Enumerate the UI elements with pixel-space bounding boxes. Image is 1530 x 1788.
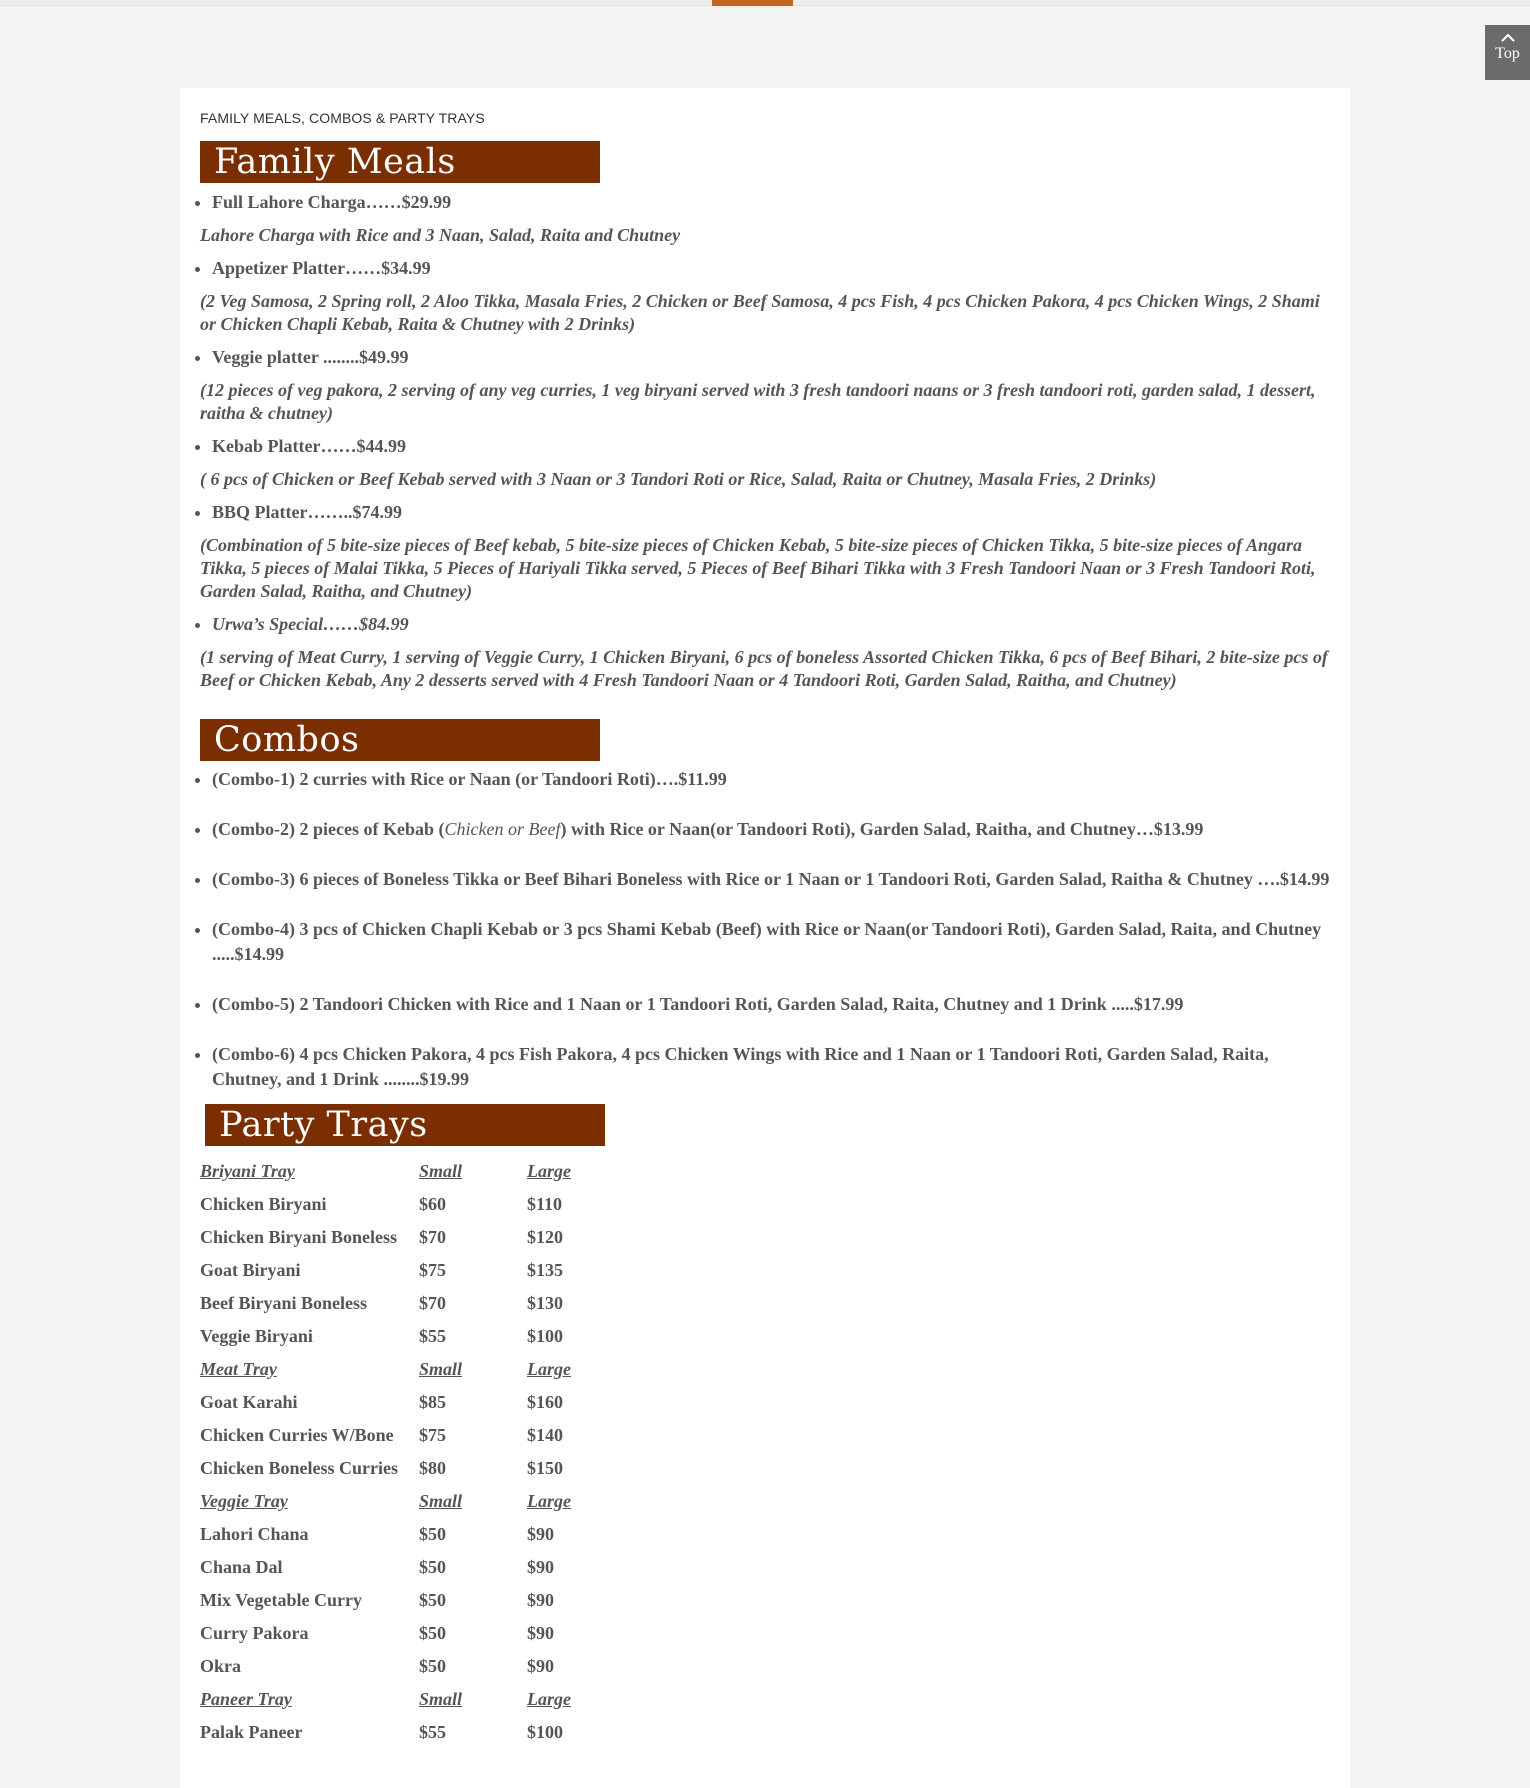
tray-size-header: Large [527,1689,571,1709]
tray-price: $50 [419,1557,446,1577]
tray-price: $85 [419,1392,446,1412]
family-meals-heading: Family Meals [200,141,600,183]
table-row [200,1188,571,1221]
tray-price: $110 [527,1194,563,1214]
table-row [200,1254,571,1287]
tray-price: $80 [419,1458,446,1478]
tray-price: $50 [419,1590,446,1610]
combo-item: • (Combo-1) 2 curries with Rice or Naan (or Tandoori Roti)….$11.99 [212,767,1330,792]
back-to-top-button[interactable] [1485,25,1530,80]
tray-price: $75 [419,1260,446,1280]
combo-item: • (Combo-4) 3 pcs of Chicken Chapli Kebab or 3 pcs Shami Kebab (Beef) with Rice or Naan(or Tandoori Roti), Garden Salad, Raita, and Chutney .....$14.99 [212,917,1330,967]
table-row [200,1584,571,1617]
tray-size-header: Small [419,1359,463,1379]
combo-text: ) with Rice or Naan(or Tandoori Roti), Garden Salad, Raitha, and Chutney…$13.99 [560,819,1204,839]
tray-price: $60 [419,1194,446,1214]
tray-item-name: Veggie Biryani [200,1326,313,1346]
combo-item: • (Combo-3) 6 pieces of Boneless Tikka or Beef Bihari Boneless with Rice or 1 Naan or 1 Tandoori Roti, Garden Salad, Raitha & Chutney ….$14.99 [212,867,1330,892]
tray-item-name: Chicken Biryani [200,1194,327,1214]
tray-price: $140 [527,1425,563,1445]
family-meals-list [200,346,1330,369]
tray-item-name: Okra [200,1656,242,1676]
family-meal-desc: (1 serving of Meat Curry, 1 serving of Veggie Curry, 1 Chicken Biryani, 6 pcs of boneless Assorted Chicken Tikka, 6 pcs of Beef Bihari, 2 bite-size pcs of Beef or Chicken Kebab, Any 2 desserts served with 4 Fresh Tandoori Naan or 4 Tandoori Roti, Garden Salad, Raitha, and Chutney) [200,647,1328,690]
table-row [200,1452,571,1485]
tray-size-header: Small [419,1161,463,1181]
tray-size-header: Small [419,1491,463,1511]
tray-item-name: Lahori Chana [200,1524,309,1544]
tray-category-name: Meat Tray [200,1359,277,1379]
family-meals-list [200,501,1330,524]
table-row [200,1287,571,1320]
tray-price: $150 [527,1458,563,1478]
family-meal-item: • Kebab Platter……$44.99 [212,435,1330,458]
table-row [200,1419,571,1452]
tray-item-name: Curry Pakora [200,1623,309,1643]
breadcrumb: FAMILY MEALS, COMBOS & PARTY TRAYS [200,110,485,126]
tray-category-row [200,1353,571,1386]
family-meals-list [200,257,1330,280]
tray-price: $90 [527,1590,554,1610]
family-meals-list [200,435,1330,458]
family-meal-item: • BBQ Platter……..$74.99 [212,501,1330,524]
tray-price: $50 [419,1656,446,1676]
tray-item-name: Goat Biryani [200,1260,301,1280]
tray-price: $55 [419,1722,446,1742]
tray-category-name: Briyani Tray [200,1161,295,1181]
back-to-top-label: Top [1495,45,1520,62]
tray-size-header: Large [527,1359,571,1379]
menu-card [180,88,1350,1788]
tray-item-name: Palak Paneer [200,1722,303,1742]
table-row [200,1551,571,1584]
tray-price: $90 [527,1524,554,1544]
tray-price: $100 [527,1326,563,1346]
tray-price: $50 [419,1623,446,1643]
tray-price: $90 [527,1656,554,1676]
party-trays-table [200,1155,571,1749]
tray-category-row [200,1683,571,1716]
combos-list [200,767,1330,1092]
chevron-up-icon [1500,33,1516,43]
tray-size-header: Large [527,1491,571,1511]
family-meal-desc: (12 pieces of veg pakora, 2 serving of any veg curries, 1 veg biryani served with 3 fresh tandoori naans or 3 fresh tandoori roti, garden salad, 1 dessert, raitha & chutney) [200,380,1316,423]
combo-item: • (Combo-5) 2 Tandoori Chicken with Rice and 1 Naan or 1 Tandoori Roti, Garden Salad, Raita, Chutney and 1 Drink .....$17.99 [212,992,1330,1017]
family-meals-list [200,191,1330,214]
active-nav-indicator [712,0,793,6]
tray-price: $75 [419,1425,446,1445]
tray-price: $70 [419,1227,446,1247]
combo-item: • (Combo-6) 4 pcs Chicken Pakora, 4 pcs Fish Pakora, 4 pcs Chicken Wings with Rice and 1 Naan or 1 Tandoori Roti, Garden Salad, Raita, Chutney, and 1 Drink ........$19.99 [212,1042,1330,1092]
tray-category-name: Veggie Tray [200,1491,288,1511]
tray-price: $90 [527,1557,554,1577]
tray-price: $90 [527,1623,554,1643]
family-meal-desc: (Combination of 5 bite-size pieces of Beef kebab, 5 bite-size pieces of Chicken Kebab, 5 bite-size pieces of Chicken Tikka, 5 bite-size pieces of Angara Tikka, 5 pieces of Malai Tikka, 5 Pieces of Hariyali Tikka served, 5 Pieces of Beef Bihari Tikka with 3 Fresh Tandoori Naan or 3 Fresh Tandoori Roti, Garden Salad, Raitha, and Chutney) [200,535,1316,601]
tray-price: $135 [527,1260,563,1280]
combo-text-italic: Chicken or Beef [444,819,561,839]
tray-size-header: Small [419,1689,463,1709]
party-trays-heading: Party Trays [205,1104,605,1146]
table-row [200,1221,571,1254]
table-row [200,1386,571,1419]
tray-item-name: Chicken Boneless Curries [200,1458,398,1478]
family-meal-item: • Appetizer Platter……$34.99 [212,257,1330,280]
family-meal-item: • Full Lahore Charga……$29.99 [212,191,1330,214]
tray-category-name: Paneer Tray [200,1689,292,1709]
tray-item-name: Chicken Curries W/Bone [200,1425,394,1445]
family-meal-item: • Urwa’s Special……$84.99 [212,613,1330,636]
tray-category-row [200,1485,571,1518]
table-row [200,1617,571,1650]
tray-price: $160 [527,1392,563,1412]
table-row [200,1518,571,1551]
tray-item-name: Mix Vegetable Curry [200,1590,362,1610]
combo-item [212,817,1330,842]
family-meal-desc: Lahore Charga with Rice and 3 Naan, Salad, Raita and Chutney [200,225,681,245]
tray-category-row [200,1155,571,1188]
combos-heading: Combos [200,719,600,761]
tray-price: $100 [527,1722,563,1742]
tray-price: $50 [419,1524,446,1544]
tray-item-name: Chicken Biryani Boneless [200,1227,398,1247]
tray-price: $70 [419,1293,446,1313]
family-meal-desc: (2 Veg Samosa, 2 Spring roll, 2 Aloo Tikka, Masala Fries, 2 Chicken or Beef Samosa, 4 pcs Fish, 4 pcs Chicken Pakora, 4 pcs Chicken Wings, 2 Shami or Chicken Chapli Kebab, Raita & Chutney with 2 Drinks) [200,291,1320,334]
table-row [200,1716,571,1749]
tray-price: $55 [419,1326,446,1346]
table-row [200,1650,571,1683]
table-row [200,1320,571,1353]
tray-item-name: Chana Dal [200,1557,283,1577]
tray-size-header: Large [527,1161,571,1181]
family-meals-list [200,613,1330,636]
tray-item-name: Beef Biryani Boneless [200,1293,367,1313]
tray-price: $130 [527,1293,563,1313]
family-meal-desc: ( 6 pcs of Chicken or Beef Kebab served with 3 Naan or 3 Tandori Roti or Rice, Salad, Raita or Chutney, Masala Fries, 2 Drinks) [200,469,1157,489]
tray-item-name: Goat Karahi [200,1392,298,1412]
combo-text: (Combo-2) 2 pieces of Kebab ( [212,819,445,839]
family-meal-item: • Veggie platter ........$49.99 [212,346,1330,369]
tray-price: $120 [527,1227,563,1247]
